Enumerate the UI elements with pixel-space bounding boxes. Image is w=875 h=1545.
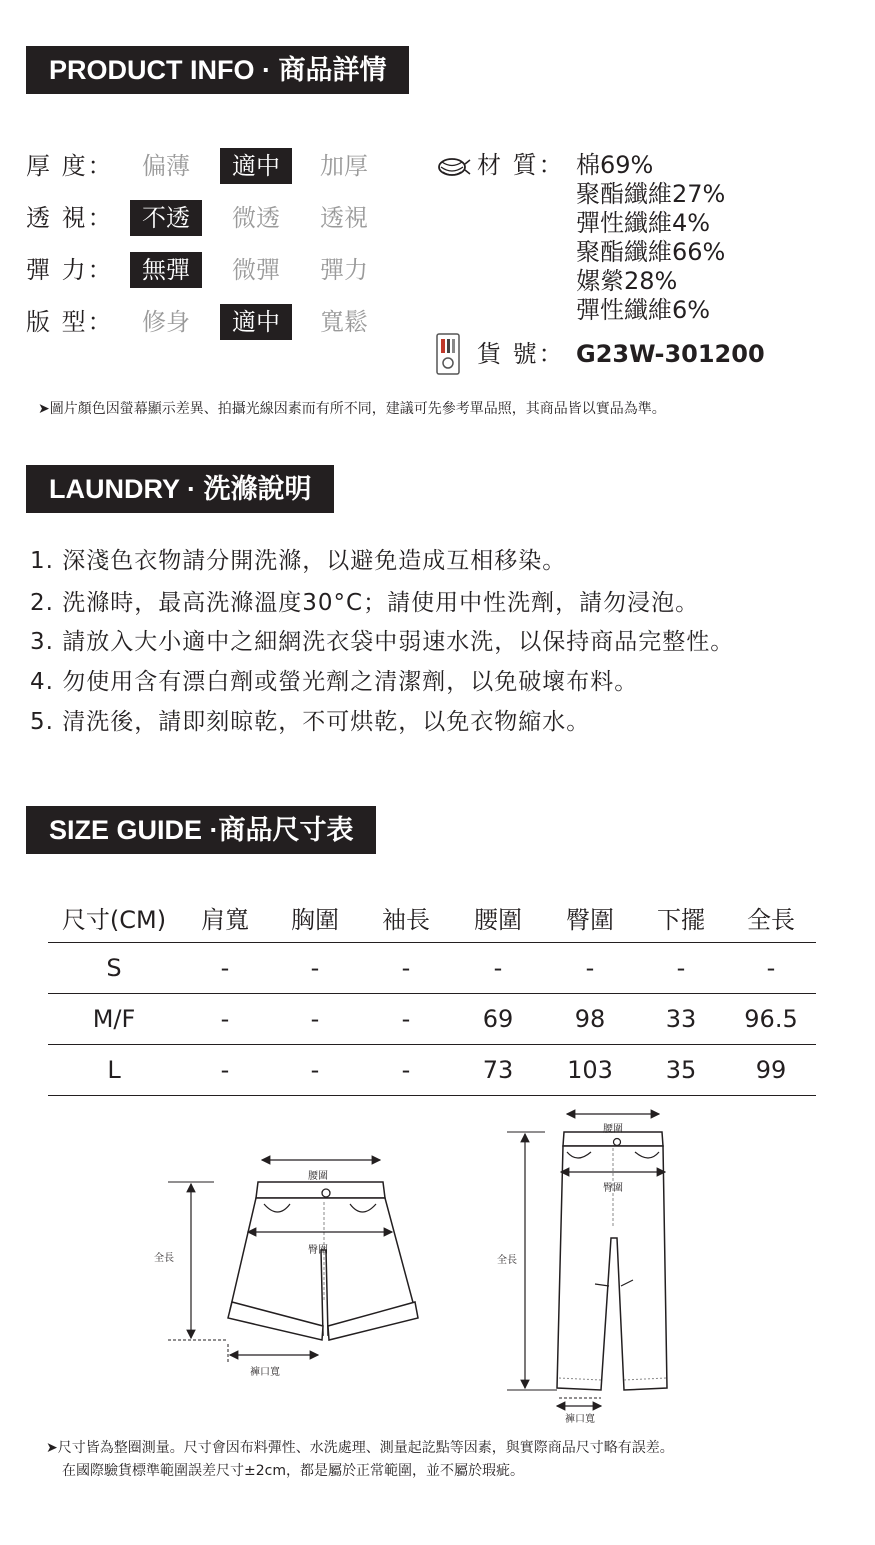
hem-label: 褲口寬: [565, 1414, 595, 1425]
waist-label: 腰圍: [308, 1171, 328, 1182]
table-cell: 33: [636, 994, 726, 1045]
table-cell: 99: [726, 1045, 816, 1096]
table-cell: 69: [452, 994, 544, 1045]
material-item: 聚酯纖維66%: [576, 238, 726, 266]
table-cell: -: [726, 943, 816, 994]
size-guide-header: SIZE GUIDE ·商品尺寸表: [26, 806, 376, 854]
table-cell: -: [636, 943, 726, 994]
column-header: 腰圍: [452, 892, 544, 943]
product-info-header: PRODUCT INFO · 商品詳情: [26, 46, 409, 94]
material-item: 彈性纖維4%: [576, 209, 711, 237]
table-row: [48, 994, 816, 1045]
column-header: 全長: [726, 892, 816, 943]
waist-label: 腰圍: [603, 1124, 623, 1135]
property-option: 修身: [142, 308, 190, 336]
column-header: 肩寬: [180, 892, 270, 943]
property-label: 彈 力：: [26, 256, 114, 284]
material-item: 聚酯纖維27%: [576, 180, 726, 208]
size-table-header-row: [48, 892, 816, 943]
hip-label: 臀圍: [308, 1245, 328, 1256]
property-option-selected: 無彈: [130, 252, 202, 288]
property-option: 透視: [320, 204, 368, 232]
property-label: 版 型：: [26, 308, 114, 336]
material-item: 嫘縈28%: [576, 267, 678, 295]
table-cell: -: [270, 1045, 360, 1096]
column-header: 袖長: [360, 892, 452, 943]
column-header: 胸圍: [270, 892, 360, 943]
property-option: 微彈: [232, 256, 280, 284]
table-cell: M/F: [48, 994, 180, 1045]
table-cell: 98: [544, 994, 636, 1045]
material-item: 棉69%: [576, 151, 654, 179]
property-label: 厚 度：: [26, 152, 114, 180]
laundry-item: 2. 洗滌時，最高洗滌溫度30°C；請使用中性洗劑，請勿浸泡。: [30, 590, 700, 616]
item-number-value: G23W-301200: [576, 340, 765, 368]
table-cell: -: [180, 1045, 270, 1096]
material-item: 彈性纖維6%: [576, 296, 711, 324]
laundry-item: 1. 深淺色衣物請分開洗滌，以避免造成互相移染。: [30, 548, 567, 574]
column-header: 尺寸(CM): [48, 892, 180, 943]
property-option: 加厚: [320, 152, 368, 180]
table-cell: L: [48, 1045, 180, 1096]
tag-icon: [435, 332, 463, 376]
pants-diagram: [495, 1108, 685, 1424]
table-cell: 96.5: [726, 994, 816, 1045]
table-cell: 73: [452, 1045, 544, 1096]
length-label: 全長: [154, 1253, 174, 1264]
material-label: 材 質：: [477, 151, 565, 179]
pants-illustration: [495, 1108, 685, 1424]
laundry-header: LAUNDRY · 洗滌說明: [26, 465, 334, 513]
property-option-selected: 不透: [130, 200, 202, 236]
color-disclaimer: ➤圖片顏色因螢幕顯示差異、拍攝光線因素而有所不同，建議可先參考單品照，其商品皆以實品為準。: [38, 401, 666, 417]
size-table: [48, 892, 816, 1096]
shorts-illustration: [140, 1150, 430, 1390]
material-list: [576, 151, 725, 325]
shorts-diagram: [140, 1150, 430, 1390]
laundry-item: 4. 勿使用含有漂白劑或螢光劑之清潔劑，以免破壞布料。: [30, 669, 639, 695]
property-option: 偏薄: [142, 152, 190, 180]
table-cell: -: [270, 943, 360, 994]
column-header: 下擺: [636, 892, 726, 943]
table-cell: S: [48, 943, 180, 994]
property-option-selected: 適中: [220, 148, 292, 184]
property-option: 寬鬆: [320, 308, 368, 336]
table-row: [48, 943, 816, 994]
property-label: 透 視：: [26, 204, 114, 232]
table-row: [48, 1045, 816, 1096]
table-cell: -: [452, 943, 544, 994]
hip-label: 臀圍: [603, 1183, 623, 1194]
column-header: 臀圍: [544, 892, 636, 943]
table-cell: -: [544, 943, 636, 994]
laundry-item: 3. 請放入大小適中之細網洗衣袋中弱速水洗，以保持商品完整性。: [30, 629, 735, 655]
table-cell: -: [360, 943, 452, 994]
property-option: 彈力: [320, 256, 368, 284]
yarn-icon: [435, 153, 471, 181]
table-cell: -: [270, 994, 360, 1045]
property-option: 微透: [232, 204, 280, 232]
hem-label: 褲口寬: [250, 1367, 280, 1378]
item-number-label: 貨 號：: [477, 340, 565, 368]
size-tolerance-note: 在國際驗貨標準範圍誤差尺寸±2cm，都是屬於正常範圍，並不屬於瑕疵。: [62, 1463, 524, 1479]
property-option-selected: 適中: [220, 304, 292, 340]
length-label: 全長: [497, 1255, 517, 1266]
table-cell: 103: [544, 1045, 636, 1096]
table-cell: -: [180, 994, 270, 1045]
table-cell: -: [180, 943, 270, 994]
table-cell: -: [360, 994, 452, 1045]
table-cell: 35: [636, 1045, 726, 1096]
table-cell: -: [360, 1045, 452, 1096]
laundry-item: 5. 清洗後，請即刻晾乾，不可烘乾，以免衣物縮水。: [30, 709, 591, 735]
size-disclaimer: ➤尺寸皆為整圈測量。尺寸會因布料彈性、水洗處理、測量起訖點等因素，與實際商品尺寸略有誤差。: [46, 1440, 674, 1456]
